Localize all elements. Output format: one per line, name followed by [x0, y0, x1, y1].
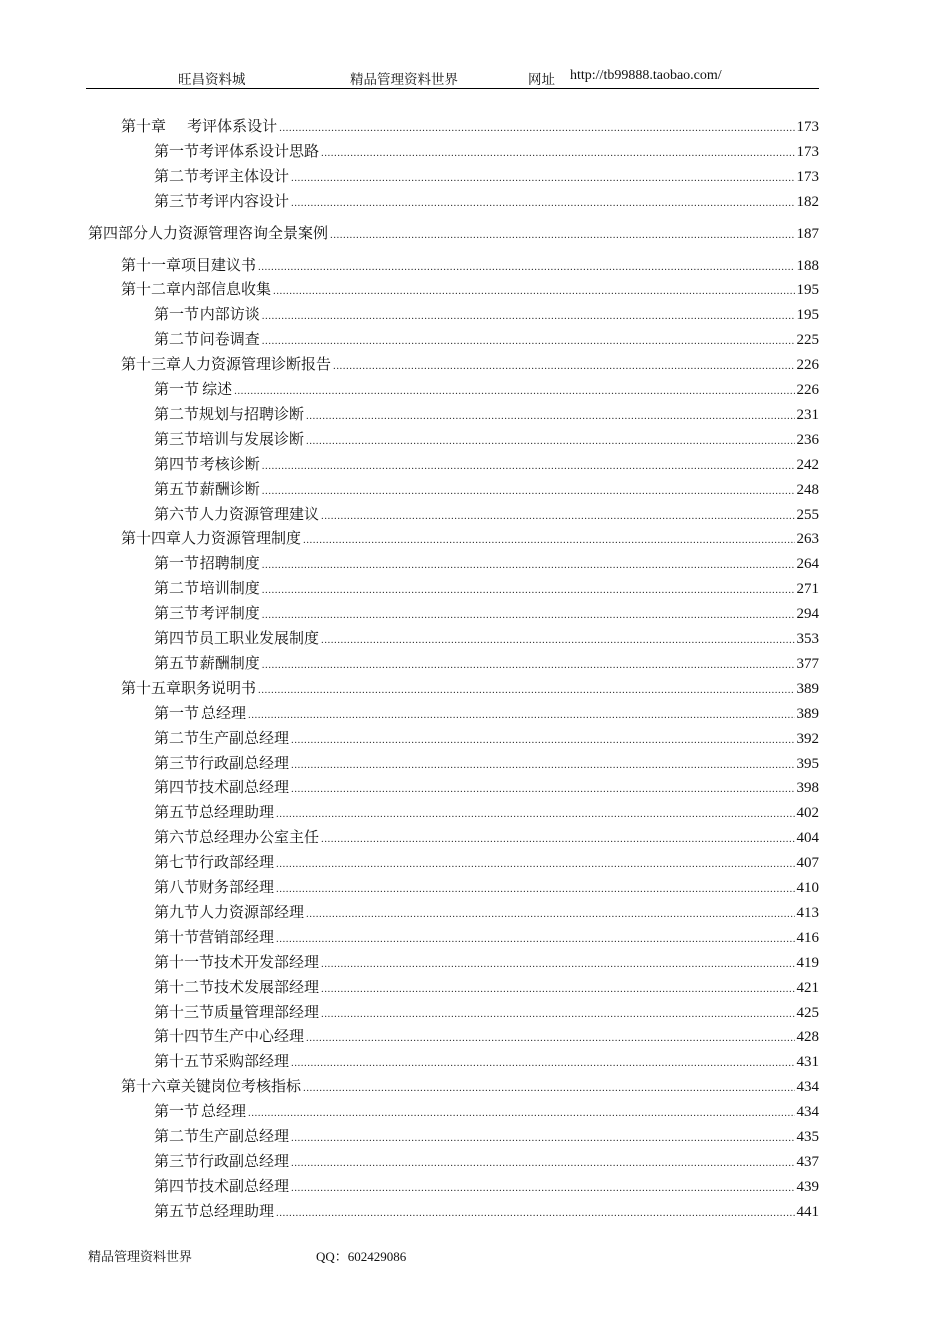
- toc-entry[interactable]: [88, 221, 819, 245]
- toc-entry-page: 435: [796, 1129, 819, 1145]
- toc-entry[interactable]: [121, 352, 819, 376]
- toc-dot-leader: [262, 304, 795, 328]
- toc-entry-number: 第十二节: [154, 977, 215, 996]
- toc-entry[interactable]: [154, 850, 819, 874]
- toc-entry-title: 技术发展部经理: [214, 977, 320, 996]
- toc-entry[interactable]: [154, 1049, 819, 1073]
- toc-entry-page: 173: [796, 168, 819, 185]
- toc-entry-number: 第四部分: [88, 223, 149, 242]
- toc-entry-page: 398: [796, 780, 819, 797]
- toc-entry[interactable]: [154, 1124, 819, 1148]
- toc-entry-title: 人力资源管理制度: [181, 529, 302, 548]
- toc-entry-page: 431: [796, 1054, 819, 1071]
- toc-dot-leader: [321, 952, 794, 976]
- toc-entry[interactable]: [154, 975, 819, 999]
- toc-entry-number: 第一节: [154, 380, 200, 398]
- toc-entry-title: 技术副总经理: [199, 1176, 290, 1195]
- toc-dot-leader: [262, 454, 795, 478]
- toc-entry-number: 第二节: [154, 166, 200, 185]
- toc-entry-number: 第五节: [154, 479, 200, 498]
- toc-dot-leader: [262, 578, 795, 602]
- toc-entry-title: 考核诊断: [199, 454, 260, 473]
- toc-entry-title: 规划与招聘诊断: [199, 404, 305, 423]
- toc-entry[interactable]: [154, 800, 819, 824]
- toc-dot-leader: [321, 141, 794, 165]
- toc-entry-page: 188: [796, 257, 819, 274]
- toc-entry-number: 第二节: [154, 330, 200, 349]
- toc-entry-number: 第十三章: [121, 355, 182, 374]
- toc-entry-title: 行政副总经理: [199, 1151, 290, 1170]
- toc-entry-page: 389: [796, 680, 819, 697]
- toc-entry-title: 综述: [202, 380, 233, 398]
- toc-entry[interactable]: [154, 1024, 819, 1048]
- toc-entry-page: 264: [796, 556, 819, 573]
- toc-entry-title: 薪酬制度: [199, 653, 260, 672]
- toc-entry-number: 第十四节: [154, 1027, 215, 1046]
- toc-entry-page: 195: [796, 307, 819, 324]
- toc-entry-page: 294: [796, 606, 819, 623]
- toc-dot-leader: [303, 528, 794, 552]
- toc-entry-number: 第二节: [154, 579, 200, 598]
- toc-dot-leader: [276, 1201, 794, 1225]
- toc-entry-number: 第十章: [121, 117, 167, 135]
- toc-entry[interactable]: [154, 775, 819, 799]
- toc-entry-title: 培训制度: [199, 579, 260, 598]
- toc-entry-number: 第三节: [154, 429, 200, 448]
- toc-entry-number: 第四节: [154, 629, 200, 647]
- toc-entry[interactable]: [121, 526, 819, 550]
- toc-entry-page: 182: [796, 193, 819, 210]
- toc-entry-title: 招聘制度: [199, 554, 260, 573]
- toc-entry-title: 采购部经理: [214, 1052, 290, 1071]
- toc-entry-page: 439: [796, 1178, 819, 1195]
- toc-entry-page: 226: [796, 357, 819, 374]
- toc-dot-leader: [321, 504, 794, 528]
- toc-entry-page: 437: [796, 1153, 819, 1170]
- toc-entry-page: 225: [796, 332, 819, 349]
- toc-entry[interactable]: [154, 1199, 819, 1223]
- toc-entry-title: 质量管理部经理: [214, 1002, 320, 1021]
- toc-entry[interactable]: [121, 676, 819, 700]
- toc-entry[interactable]: [154, 327, 819, 351]
- toc-entry-number: 第十五章: [121, 678, 182, 697]
- toc-entry[interactable]: [154, 551, 819, 575]
- toc-entry-page: 389: [796, 705, 819, 722]
- toc-entry[interactable]: [154, 452, 819, 476]
- toc-entry[interactable]: [154, 626, 819, 650]
- toc-dot-leader: [258, 255, 794, 279]
- header-url-label: 网址: [528, 72, 555, 88]
- toc-entry-title: 总经理: [200, 703, 246, 722]
- toc-dot-leader: [321, 628, 794, 652]
- toc-entry-number: 第一节: [154, 141, 200, 160]
- toc-dot-leader: [276, 877, 794, 901]
- toc-dot-leader: [306, 902, 794, 926]
- toc-entry[interactable]: [154, 502, 819, 526]
- toc-entry-page: 434: [796, 1104, 819, 1121]
- toc-entry-page: 428: [796, 1029, 819, 1046]
- footer-brand: 精品管理资料世界: [88, 1250, 193, 1265]
- toc-entry[interactable]: [154, 651, 819, 675]
- toc-dot-leader: [262, 603, 795, 627]
- toc-entry-number: 第五节: [154, 803, 200, 822]
- toc-entry[interactable]: [154, 377, 819, 401]
- toc-entry-title: 考评内容设计: [199, 191, 290, 210]
- toc-entry-page: 413: [796, 904, 819, 921]
- toc-entry-number: 第十一章: [121, 255, 182, 274]
- toc-entry-number: 第一节: [154, 703, 200, 722]
- toc-dot-leader: [262, 329, 795, 353]
- toc-entry-title: 培训与发展诊断: [199, 429, 305, 448]
- toc-entry[interactable]: [154, 1149, 819, 1173]
- toc-entry-number: 第五节: [154, 1201, 200, 1220]
- toc-entry-page: 195: [796, 282, 819, 299]
- toc-dot-leader: [262, 553, 795, 577]
- toc-dot-leader: [306, 404, 794, 428]
- toc-dot-leader: [291, 1126, 794, 1150]
- toc-entry[interactable]: [154, 302, 819, 326]
- toc-entry-page: 425: [796, 1004, 819, 1021]
- toc-entry[interactable]: [154, 825, 819, 849]
- toc-entry-page: 395: [796, 755, 819, 772]
- toc-entry-number: 第三节: [154, 753, 200, 772]
- toc-entry-page: 407: [796, 855, 819, 872]
- toc-entry-title: 生产副总经理: [199, 1127, 290, 1145]
- toc-entry-page: 353: [796, 631, 819, 647]
- header-site-name: 旺昌资料城: [178, 72, 246, 88]
- toc-entry-number: 第四节: [154, 1176, 200, 1195]
- toc-entry-title: 人力资源管理建议: [199, 504, 320, 523]
- toc-entry-title: 考评体系设计思路: [199, 141, 320, 160]
- toc-entry-title: 项目建议书: [181, 255, 257, 274]
- toc-entry[interactable]: [154, 1099, 819, 1123]
- toc-entry-title: 问卷调查: [199, 330, 260, 349]
- toc-entry-page: 263: [796, 531, 819, 548]
- toc-entry[interactable]: [154, 164, 819, 188]
- toc-entry-title: 行政部经理: [199, 853, 275, 872]
- toc-entry-title: 考评制度: [199, 604, 260, 623]
- toc-entry[interactable]: [121, 1074, 819, 1098]
- toc-entry[interactable]: [121, 253, 819, 277]
- toc-entry-page: 236: [796, 431, 819, 448]
- footer-qq: QQ：602429086: [316, 1249, 407, 1264]
- toc-dot-leader: [291, 728, 794, 752]
- toc-dot-leader: [234, 379, 794, 403]
- toc-entry[interactable]: [154, 925, 819, 949]
- toc-entry-title: 技术开发部经理: [214, 952, 320, 971]
- toc-entry-title: 考评体系设计: [187, 117, 278, 135]
- toc-entry-page: 173: [796, 143, 819, 160]
- toc-entry-number: 第十六章: [121, 1077, 182, 1096]
- toc-entry-title: 营销部经理: [199, 927, 275, 946]
- toc-entry[interactable]: [154, 139, 819, 163]
- toc-entry[interactable]: [154, 900, 819, 924]
- toc-entry[interactable]: [154, 950, 819, 974]
- toc-entry[interactable]: [154, 402, 819, 426]
- toc-entry-number: 第四节: [154, 454, 200, 473]
- toc-dot-leader: [291, 1051, 794, 1075]
- toc-entry-number: 第六节: [154, 504, 200, 523]
- toc-entry-title: 员工职业发展制度: [199, 629, 320, 647]
- toc-entry[interactable]: [154, 477, 819, 501]
- toc-dot-leader: [330, 223, 794, 247]
- toc-entry[interactable]: [154, 1000, 819, 1024]
- header-divider: [86, 88, 819, 89]
- toc-entry[interactable]: [154, 701, 819, 725]
- toc-entry-number: 第二节: [154, 1127, 200, 1145]
- toc-entry-number: 第三节: [154, 604, 200, 623]
- toc-entry-page: 419: [796, 954, 819, 971]
- toc-dot-leader: [276, 927, 794, 951]
- toc-dot-leader: [248, 1101, 795, 1125]
- toc-entry-page: 255: [796, 506, 819, 523]
- toc-entry-page: 441: [796, 1203, 819, 1220]
- toc-entry-title: 人力资源部经理: [199, 902, 305, 921]
- toc-entry-title: 财务部经理: [199, 878, 275, 896]
- toc-entry[interactable]: [154, 875, 819, 899]
- toc-dot-leader: [291, 753, 794, 777]
- toc-entry-number: 第十四章: [121, 529, 182, 548]
- toc-dot-leader: [291, 166, 794, 190]
- toc-entry-page: 421: [796, 979, 819, 996]
- toc-entry[interactable]: [154, 726, 819, 750]
- toc-entry-number: 第四节: [154, 778, 200, 797]
- toc-entry-title: 关键岗位考核指标: [181, 1077, 302, 1096]
- toc-entry-number: 第三节: [154, 191, 200, 210]
- toc-dot-leader: [321, 977, 794, 1001]
- toc-dot-leader: [276, 802, 794, 826]
- toc-entry-page: 271: [796, 581, 819, 598]
- toc-entry-page: 231: [796, 406, 819, 423]
- toc-dot-leader: [303, 1076, 794, 1100]
- toc-entry-title: 人力资源管理咨询全景案例: [148, 223, 329, 242]
- toc-dot-leader: [333, 354, 794, 378]
- toc-entry-number: 第三节: [154, 1151, 200, 1170]
- toc-dot-leader: [262, 653, 795, 677]
- toc-entry-page: 410: [796, 880, 819, 896]
- toc-dot-leader: [291, 1151, 794, 1175]
- toc-entry-title: 总经理助理: [199, 803, 275, 822]
- toc-entry[interactable]: [121, 277, 819, 301]
- toc-entry[interactable]: [154, 189, 819, 213]
- toc-entry-number: 第十五节: [154, 1052, 215, 1071]
- toc-entry-title: 技术副总经理: [199, 778, 290, 797]
- toc-entry-page: 402: [796, 805, 819, 822]
- toc-entry-page: 404: [796, 830, 819, 847]
- toc-entry-title: 生产中心经理: [214, 1027, 305, 1046]
- toc-entry[interactable]: [154, 1174, 819, 1198]
- toc-entry-number: 第八节: [154, 878, 200, 896]
- toc-entry-title: 内部访谈: [199, 305, 260, 324]
- toc-entry-number: 第六节: [154, 828, 200, 847]
- toc-entry-number: 第二节: [154, 728, 200, 747]
- toc-entry[interactable]: [154, 427, 819, 451]
- toc-entry-page: 434: [796, 1079, 819, 1096]
- toc-entry-page: 187: [796, 225, 819, 242]
- toc-entry-number: 第十三节: [154, 1002, 215, 1021]
- toc-entry-number: 第一节: [154, 1102, 200, 1121]
- toc-entry-title: 职务说明书: [181, 678, 257, 697]
- toc-entry[interactable]: [154, 751, 819, 775]
- toc-dot-leader: [258, 678, 794, 702]
- toc-dot-leader: [291, 191, 794, 215]
- toc-entry-title: 薪酬诊断: [199, 479, 260, 498]
- page-header: [86, 68, 819, 90]
- toc-entry-number: 第五节: [154, 653, 200, 672]
- page-footer: [88, 1246, 821, 1266]
- toc-entry-page: 416: [796, 929, 819, 946]
- toc-entry-number: 第九节: [154, 902, 200, 921]
- toc-entry-title: 总经理: [200, 1102, 246, 1121]
- toc-entry-title: 行政副总经理: [199, 753, 290, 772]
- toc-entry-title: 人力资源管理诊断报告: [181, 355, 332, 374]
- toc-dot-leader: [321, 1002, 794, 1026]
- toc-dot-leader: [291, 1176, 794, 1200]
- header-brand: 精品管理资料世界: [350, 72, 458, 88]
- toc-entry[interactable]: [154, 576, 819, 600]
- toc-entry-number: 第七节: [154, 853, 200, 872]
- toc-entry-number: 第十二章: [121, 280, 182, 299]
- toc-entry-number: 第十节: [154, 927, 200, 946]
- toc-dot-leader: [276, 852, 794, 876]
- toc-dot-leader: [291, 777, 794, 801]
- toc-dot-leader: [262, 479, 795, 503]
- toc-dot-leader: [306, 1026, 794, 1050]
- toc-entry-number: 第十一节: [154, 952, 215, 971]
- toc-entry-number: 第一节: [154, 305, 200, 324]
- toc-dot-leader: [273, 279, 794, 303]
- header-url-link[interactable]: http://tb99888.taobao.com/: [570, 68, 722, 83]
- toc-entry-number: 第一节: [154, 554, 200, 573]
- toc-entry-page: 392: [796, 730, 819, 747]
- toc-entry[interactable]: [121, 114, 819, 138]
- toc-entry[interactable]: [154, 601, 819, 625]
- toc-dot-leader: [248, 703, 795, 727]
- toc-dot-leader: [279, 116, 794, 140]
- toc-entry-title: 内部信息收集: [181, 280, 272, 299]
- toc-entry-title: 生产副总经理: [199, 728, 290, 747]
- toc-entry-number: 第二节: [154, 404, 200, 423]
- toc-entry-page: 377: [796, 655, 819, 672]
- toc-entry-page: 226: [796, 382, 819, 398]
- toc-entry-page: 173: [796, 119, 819, 135]
- toc-entry-title: 总经理办公室主任: [199, 828, 320, 847]
- toc-dot-leader: [306, 429, 794, 453]
- toc-entry-title: 考评主体设计: [199, 166, 290, 185]
- toc-entry-page: 242: [796, 456, 819, 473]
- toc-entry-page: 248: [796, 481, 819, 498]
- toc-entry-title: 总经理助理: [199, 1201, 275, 1220]
- toc-dot-leader: [321, 827, 794, 851]
